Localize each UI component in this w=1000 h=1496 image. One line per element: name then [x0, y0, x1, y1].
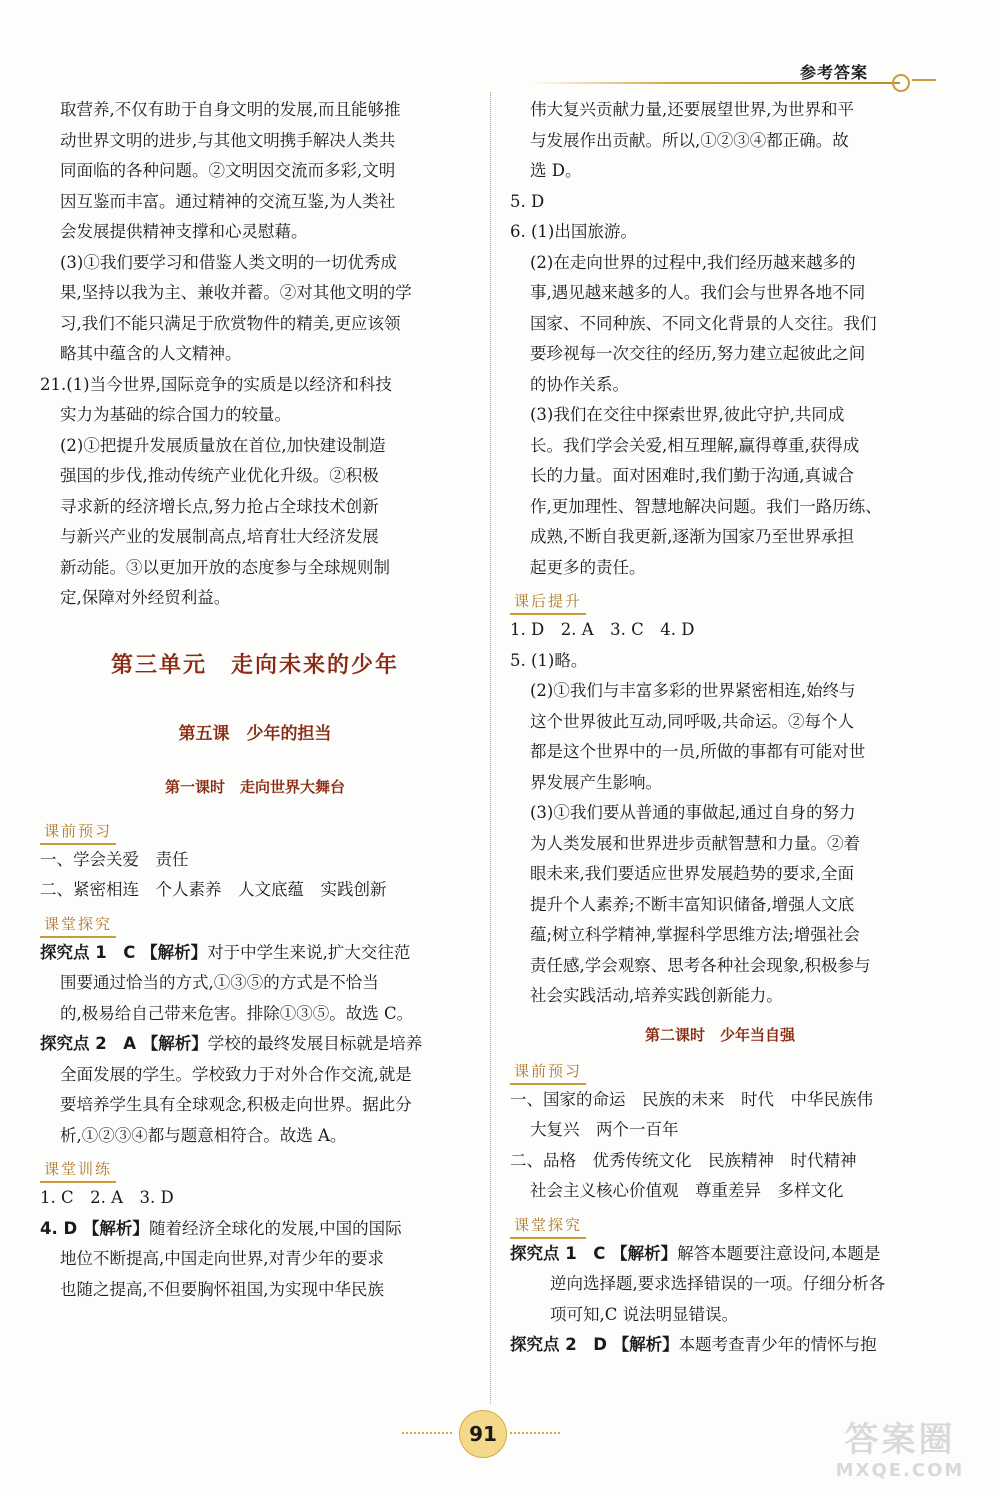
text-line: 要珍视每一次交往的经历,努力建立起彼此之间	[530, 344, 866, 363]
text-line: 二、品格 优秀传统文化 民族精神 时代精神	[510, 1150, 857, 1170]
text-line: 会发展提供精神支撑和心灵慰藉。	[60, 222, 308, 241]
section-tag-preview: 课前预习	[510, 1060, 586, 1085]
watermark-logo	[810, 1420, 990, 1490]
text-line: 蕴;树立科学精神,掌握科学思维方法;增强社会	[530, 925, 860, 944]
text-line: 1. C 2. A 3. D	[40, 1188, 174, 1207]
page-number: 91	[459, 1410, 507, 1458]
page-header-title: 参考答案	[800, 63, 869, 82]
text-line: 析,①②③④都与题意相符合。故选 A。	[60, 1125, 347, 1145]
text-line: 为人类发展和世界进步贡献智慧和力量。②着	[530, 833, 860, 853]
text-line: 实力为基础的综合国力的较量。	[60, 405, 291, 424]
text-line: 1. D 2. A 3. C 4. D	[510, 620, 695, 639]
text-line: 长的力量。面对困难时,我们勤于沟通,真诚合	[530, 466, 854, 485]
text-line: 寻求新的经济增长点,努力抢占全球技术创新	[60, 496, 379, 516]
text-line: 项可知,C 说法明显错误。	[550, 1304, 739, 1324]
text-line: 大复兴 两个一百年	[530, 1120, 679, 1139]
text-line: 习,我们不能只满足于欣赏物件的精美,更应该领	[60, 313, 401, 333]
text-span: 本题考查青少年的情怀与抱	[678, 1335, 877, 1354]
text-line: 一、国家的命运 民族的未来 时代 中华民族伟	[510, 1089, 873, 1109]
text-line: 提升个人素养;不断丰富知识储备,增强人文底	[530, 894, 855, 914]
text-line: 一、学会关爱 责任	[40, 849, 189, 869]
period-title: 第一课时 走向世界大舞台	[164, 777, 345, 796]
lesson-title: 第五课 少年的担当	[178, 723, 332, 744]
right-column	[510, 95, 930, 1361]
text-line: 21.(1)当今世界,国际竞争的实质是以经济和科技	[40, 374, 392, 394]
text-line: 都是这个世界中的一员,所做的事都有可能对世	[530, 742, 866, 761]
text-span: 随着经济全球化的发展,中国的国际	[148, 1218, 402, 1238]
text-line: 事,遇见越来越多的人。我们会与世界各地不同	[530, 283, 866, 302]
text-line: 果,坚持以我为主、兼收并蓄。②对其他文明的学	[60, 283, 412, 302]
watermark-bottom: MXQE.COM	[835, 1460, 965, 1481]
answer-label: 4. D 【解析】	[40, 1218, 149, 1238]
text-line: 长。我们学会关爱,相互理解,赢得尊重,获得成	[530, 435, 860, 455]
period-title: 第二课时 少年当自强	[644, 1025, 795, 1044]
unit-title: 第三单元 走向未来的少年	[110, 652, 399, 678]
text-line: 选 D。	[530, 161, 582, 180]
explore-label: 探究点 2 A 【解析】	[40, 1034, 208, 1053]
explore-label: 探究点 1 C 【解析】	[40, 942, 208, 962]
text-line: (2)①我们与丰富多彩的世界紧密相连,始终与	[530, 681, 856, 700]
text-line: 略其中蕴含的人文精神。	[60, 344, 242, 363]
text-line: 成熟,不断自我更新,逐渐为国家乃至世界承担	[530, 527, 854, 546]
left-column	[40, 95, 470, 1305]
text-line: 的协作关系。	[530, 374, 629, 394]
header-rule	[530, 82, 900, 84]
text-line: 逆向选择题,要求选择错误的一项。仔细分析各	[550, 1274, 886, 1293]
text-line: 界发展产生影响。	[530, 772, 662, 792]
text-line: 5. (1)略。	[510, 650, 588, 670]
section-tag-after-class: 课后提升	[510, 590, 586, 615]
text-line: 与新兴产业的发展制高点,培育壮大经济发展	[60, 527, 379, 546]
text-line: 眼未来,我们要适应世界发展趋势的要求,全面	[530, 864, 854, 883]
text-line: 围要通过恰当的方式,①③⑤的方式是不恰当	[60, 973, 379, 992]
text-line: 这个世界彼此互动,同呼吸,共命运。②每个人	[530, 711, 854, 731]
explore-label: 探究点 1 C 【解析】	[510, 1243, 678, 1263]
text-line: (3)①我们要学习和借鉴人类文明的一切优秀成	[60, 252, 397, 272]
column-divider	[490, 92, 491, 1404]
text-line: 新动能。③以更加开放的态度参与全球规则制	[60, 557, 390, 577]
text-line: 起更多的责任。	[530, 557, 646, 577]
section-tag-training: 课堂训练	[40, 1158, 116, 1183]
text-line: 取营养,不仅有助于自身文明的发展,而且能够推	[60, 100, 401, 119]
footer-dots-right	[510, 1432, 560, 1434]
explore-label: 探究点 2 D 【解析】	[510, 1335, 679, 1354]
text-line: 动世界文明的进步,与其他文明携手解决人类共	[60, 130, 396, 150]
text-line: (2)在走向世界的过程中,我们经历越来越多的	[530, 252, 856, 272]
text-span: 学校的最终发展目标就是培养	[207, 1034, 423, 1053]
section-tag-preview: 课前预习	[40, 820, 116, 845]
header-ornament-icon	[892, 74, 910, 92]
text-line: 6. (1)出国旅游。	[510, 222, 637, 241]
text-line: 全面发展的学生。学校致力于对外合作交流,就是	[60, 1064, 412, 1084]
text-line: 的,极易给自己带来危害。排除①③⑤。故选 C。	[60, 1003, 414, 1023]
text-line: 5. D	[510, 191, 545, 211]
text-line: 强国的步伐,推动传统产业优化升级。②积极	[60, 466, 379, 485]
text-line: 因互鉴而丰富。通过精神的交流互鉴,为人类社	[60, 191, 396, 211]
text-line: (2)①把提升发展质量放在首位,加快建设制造	[60, 435, 386, 455]
text-span: 对于中学生来说,扩大交往范	[207, 942, 411, 962]
text-line: 伟大复兴贡献力量,还要展望世界,为世界和平	[530, 100, 854, 119]
section-tag-explore: 课堂探究	[40, 913, 116, 938]
text-span: 解答本题要注意设问,本题是	[677, 1243, 881, 1263]
text-line: (3)①我们要从普通的事做起,通过自身的努力	[530, 803, 856, 822]
text-line: 社会实践活动,培养实践创新能力。	[530, 986, 783, 1005]
text-line: 定,保障对外经贸利益。	[60, 588, 231, 607]
text-line: 二、紧密相连 个人素养 人文底蕴 实践创新	[40, 880, 387, 899]
header-ornament-line	[912, 79, 936, 81]
text-line: 与发展作出贡献。所以,①②③④都正确。故	[530, 130, 849, 150]
text-line: 国家、不同种族、不同文化背景的人交往。我们	[530, 313, 877, 333]
text-line: 社会主义核心价值观 尊重差异 多样文化	[530, 1181, 844, 1200]
text-line: 也随之提高,不但要胸怀祖国,为实现中华民族	[60, 1279, 384, 1299]
text-line: (3)我们在交往中探索世界,彼此守护,共同成	[530, 405, 845, 424]
watermark-top: 答案圈	[844, 1420, 956, 1460]
text-line: 责任感,学会观察、思考各种社会现象,积极参与	[530, 955, 871, 975]
footer-dots-left	[402, 1432, 452, 1434]
text-line: 作,更加理性、智慧地解决问题。我们一路历练、	[530, 496, 882, 516]
section-tag-explore: 课堂探究	[510, 1214, 586, 1239]
text-line: 地位不断提高,中国走向世界,对青少年的要求	[60, 1249, 384, 1268]
text-line: 同面临的各种问题。②文明因交流而多彩,文明	[60, 161, 396, 180]
text-line: 要培养学生具有全球观念,积极走向世界。据此分	[60, 1095, 412, 1114]
